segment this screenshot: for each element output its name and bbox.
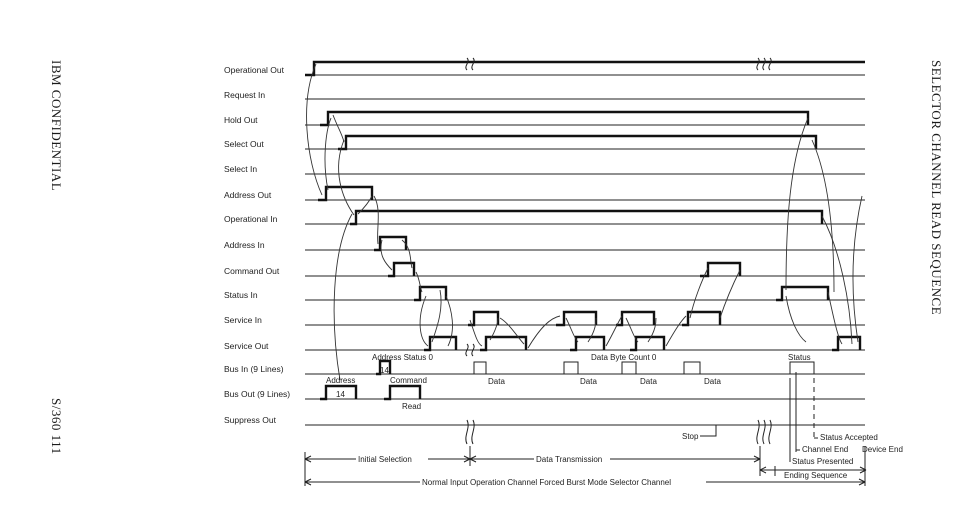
pulse-status-in-2 [700, 263, 740, 276]
label-status-accepted: Status Accepted [820, 433, 878, 442]
signal-label: Address In [224, 240, 265, 250]
signal-label: Bus Out (9 Lines) [224, 389, 291, 399]
signal-label: Bus In (9 Lines) [224, 364, 284, 374]
label-data: Data [704, 377, 721, 386]
pulse-service-out-2 [480, 337, 526, 350]
pulse-bus-in-4 [622, 362, 636, 374]
pulse-status-in-end [776, 287, 828, 300]
bus-annotations [326, 353, 903, 466]
label-data: Data [488, 377, 505, 386]
pulse-service-out-4 [630, 337, 664, 350]
pulse-bus-in-3 [564, 362, 578, 374]
label-initial-selection: Initial Selection [358, 455, 412, 464]
page-title: SELECTOR CHANNEL READ SEQUENCE [929, 60, 944, 316]
signal-label: Select Out [224, 139, 264, 149]
label-command: Command [390, 376, 427, 385]
label-address: Address [326, 376, 356, 385]
signal-label: Address Out [224, 190, 272, 200]
signal-label: Service Out [224, 341, 269, 351]
signal-label: Suppress Out [224, 415, 276, 425]
signal-label: Service In [224, 315, 262, 325]
pulse-service-in-2 [556, 312, 596, 325]
phase-brackets [305, 446, 866, 487]
margin-footer: S/360 111 [49, 398, 64, 455]
pulse-hold-out [320, 112, 808, 125]
label-14-out: 14 [336, 390, 345, 399]
label-data: Data [640, 377, 657, 386]
signal-label: Status In [224, 290, 258, 300]
pulse-select-out [338, 136, 816, 149]
pulse-service-out-3 [570, 337, 604, 350]
label-14-in: 14 [380, 366, 389, 375]
pulse-service-in-4 [682, 312, 720, 325]
label-ending-sequence: Ending Sequence [784, 471, 848, 480]
signal-label: Select In [224, 164, 258, 174]
label-overall-operation: Normal Input Operation Channel Forced Burst Mode Selector Channel [422, 478, 672, 487]
pulse-bus-in-5 [684, 362, 700, 374]
pulse-service-in-3 [616, 312, 654, 325]
signal-pulses [305, 62, 865, 399]
signal-label: Command Out [224, 266, 280, 276]
label-status: Status [788, 353, 811, 362]
label-data-transmission: Data Transmission [536, 455, 603, 464]
pulse-service-out-1 [424, 337, 456, 350]
signal-label: Operational In [224, 214, 278, 224]
pulse-operational-in [350, 211, 822, 224]
label-data: Data [580, 377, 597, 386]
label-device-end: Device End [862, 445, 903, 454]
pulse-service-in-1 [468, 312, 498, 325]
label-address-status: Address Status 0 [372, 353, 433, 362]
label-data-byte-count: Data Byte Count 0 [591, 353, 657, 362]
label-status-presented: Status Presented [792, 457, 854, 466]
pulse-service-out-end [832, 337, 860, 350]
label-read: Read [402, 402, 422, 411]
pulse-operational-out [305, 62, 865, 75]
signal-labels [224, 65, 290, 425]
pulse-address-in [374, 237, 406, 250]
signal-label: Hold Out [224, 115, 258, 125]
time-breaks [466, 58, 771, 444]
pulse-bus-in-6 [790, 362, 814, 374]
label-stop: Stop [682, 432, 699, 441]
pulse-bus-out-2 [384, 386, 420, 399]
signal-label: Request In [224, 90, 266, 100]
margin-header: IBM CONFIDENTIAL [49, 60, 64, 192]
signal-label: Operational Out [224, 65, 285, 75]
label-channel-end: Channel End [802, 445, 849, 454]
pulse-bus-in-2 [474, 362, 486, 374]
